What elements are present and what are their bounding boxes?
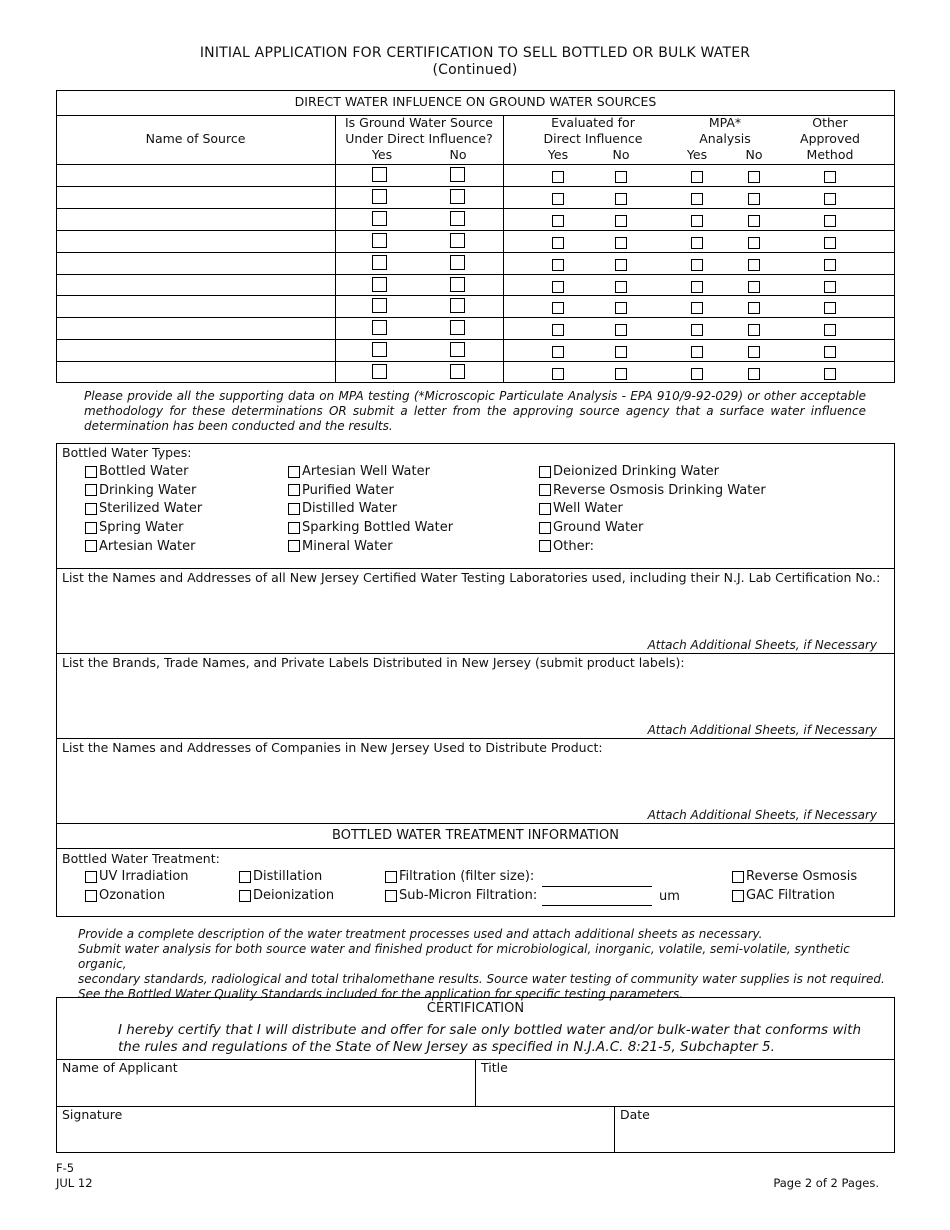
distributors-label: List the Names and Addresses of Companies in New Jersey Used to Distribute Product: (62, 740, 603, 755)
checkbox[interactable] (85, 540, 97, 552)
brands-input-area[interactable] (58, 673, 893, 721)
checkbox[interactable] (539, 522, 551, 534)
water-type-option[interactable] (288, 501, 397, 516)
source-name-field[interactable] (58, 276, 333, 294)
gw-direct-influence-no-checkbox[interactable] (450, 298, 465, 313)
mpa-yes-checkbox[interactable] (691, 215, 703, 227)
col-header-gw-2: Under Direct Influence? (345, 131, 493, 146)
mpa-yes-checkbox[interactable] (691, 346, 703, 358)
gw-direct-influence-yes-checkbox[interactable] (372, 211, 387, 226)
certification-statement: I hereby certify that I will distribute and offer for sale only bottled water and/or bulk-water that conforms with the rules and regulations of the State of New Jersey as specified in N.J.A.C. 8:21-5, Subchapter 5. (118, 1022, 861, 1055)
gw-direct-influence-yes-checkbox[interactable] (372, 233, 387, 248)
col-header-other-2: Approved (800, 131, 860, 146)
col-header-gw-1: Is Ground Water Source (345, 115, 493, 130)
evaluated-no-checkbox[interactable] (615, 215, 627, 227)
distributors-input-area[interactable] (58, 758, 893, 806)
treatment-note: Provide a complete description of the water treatment processes used and attach additional sheets as necessary. Submit water analysis for both source water and finished product for microbiological, inorganic, volatile, semi-volatile, synthetic organic, secondary standards, radiological and total trihalomethane results. Source water testing of community water supplies is not required. See the Bottled Water Quality Standards included for the application for specific testing parameters. (78, 927, 885, 1001)
mpa-yes-checkbox[interactable] (691, 368, 703, 380)
checkbox[interactable] (385, 890, 397, 902)
other-method-checkbox[interactable] (824, 171, 836, 183)
col-header-mpa-yes: Yes (686, 147, 708, 162)
gw-direct-influence-no-checkbox[interactable] (450, 320, 465, 335)
checkbox[interactable] (539, 484, 551, 496)
col-header-eval-no: No (612, 147, 630, 162)
water-type-label: Distilled Water (302, 501, 398, 517)
mpa-note: Please provide all the supporting data on MPA testing (*Microscopic Particulate Analysis - EPA 910/9-92-029) or other acceptable methodology for these determinations OR submit a letter from the approving source agency that a surface water influence determination has been conducted and the results. (84, 389, 866, 433)
option-reverse-osmosis[interactable]: Reverse Osmosis (732, 869, 857, 884)
mpa-no-checkbox[interactable] (748, 171, 760, 183)
gw-direct-influence-yes-checkbox[interactable] (372, 189, 387, 204)
signature-label: Signature (62, 1107, 123, 1122)
water-type-option[interactable] (85, 464, 189, 479)
option-uv-irradiation[interactable]: UV Irradiation (85, 869, 189, 884)
page-subtitle: (Continued) (432, 62, 518, 78)
checkbox[interactable] (85, 890, 97, 902)
evaluated-yes-checkbox[interactable] (552, 281, 564, 293)
gw-direct-influence-no-checkbox[interactable] (450, 255, 465, 270)
evaluated-no-checkbox[interactable] (615, 302, 627, 314)
other-method-checkbox[interactable] (824, 368, 836, 380)
other-method-checkbox[interactable] (824, 346, 836, 358)
water-types-label: Bottled Water Types: (62, 445, 192, 460)
water-type-option[interactable] (288, 464, 430, 479)
option-deionization[interactable]: Deionization (239, 888, 334, 903)
checkbox[interactable] (85, 466, 97, 478)
checkbox[interactable] (288, 522, 300, 534)
evaluated-no-checkbox[interactable] (615, 193, 627, 205)
evaluated-no-checkbox[interactable] (615, 346, 627, 358)
date-label: Date (620, 1107, 650, 1122)
checkbox[interactable] (732, 890, 744, 902)
option-ozonation[interactable]: Ozonation (85, 888, 165, 903)
source-name-field[interactable] (58, 188, 333, 206)
checkbox[interactable] (239, 871, 251, 883)
checkbox[interactable] (539, 540, 551, 552)
water-type-label: Deionized Drinking Water (553, 464, 720, 479)
source-name-field[interactable] (58, 363, 333, 381)
mpa-yes-checkbox[interactable] (691, 281, 703, 293)
mpa-no-checkbox[interactable] (748, 324, 760, 336)
checkbox[interactable] (288, 466, 300, 478)
option-gac-filtration[interactable]: GAC Filtration (732, 888, 835, 903)
gw-direct-influence-no-checkbox[interactable] (450, 189, 465, 204)
title-field[interactable] (478, 1078, 893, 1104)
water-type-option[interactable] (539, 501, 623, 516)
col-header-mpa-1: MPA* (708, 115, 742, 130)
option-distillation[interactable]: Distillation (239, 869, 322, 884)
other-method-checkbox[interactable] (824, 302, 836, 314)
water-type-option[interactable] (85, 483, 196, 498)
water-type-option[interactable] (288, 483, 394, 498)
page-title: INITIAL APPLICATION FOR CERTIFICATION TO SELL BOTTLED OR BULK WATER (199, 45, 751, 61)
gw-direct-influence-yes-checkbox[interactable] (372, 298, 387, 313)
other-method-checkbox[interactable] (824, 237, 836, 249)
col-header-other-3: Method (806, 147, 854, 162)
evaluated-no-checkbox[interactable] (615, 171, 627, 183)
checkbox[interactable] (288, 503, 300, 515)
evaluated-yes-checkbox[interactable] (552, 237, 564, 249)
col-header-eval-yes: Yes (547, 147, 569, 162)
mpa-no-checkbox[interactable] (748, 368, 760, 380)
other-method-checkbox[interactable] (824, 281, 836, 293)
treatment-title: BOTTLED WATER TREATMENT INFORMATION (332, 828, 619, 843)
title-label: Title (481, 1060, 508, 1075)
water-type-label: Sterilized Water (99, 501, 203, 517)
water-type-label: Artesian Water (99, 538, 196, 554)
col-header-eval-2: Direct Influence (543, 131, 643, 146)
col-header-gw-no: No (449, 147, 467, 162)
gw-direct-influence-yes-checkbox[interactable] (372, 342, 387, 357)
water-type-label: Spring Water (99, 520, 184, 536)
name-of-applicant-field[interactable] (58, 1078, 473, 1104)
evaluated-yes-checkbox[interactable] (552, 302, 564, 314)
water-type-option[interactable] (85, 520, 184, 535)
water-type-label: Purified Water (302, 482, 394, 498)
water-type-label: Sparking Bottled Water (302, 520, 454, 536)
gw-direct-influence-no-checkbox[interactable] (450, 233, 465, 248)
evaluated-no-checkbox[interactable] (615, 259, 627, 271)
form-date: JUL 12 (56, 1176, 93, 1190)
other-method-checkbox[interactable] (824, 259, 836, 271)
gw-direct-influence-yes-checkbox[interactable] (372, 277, 387, 292)
gw-direct-influence-no-checkbox[interactable] (450, 211, 465, 226)
col-header-gw-yes: Yes (371, 147, 393, 162)
checkbox[interactable] (385, 871, 397, 883)
evaluated-yes-checkbox[interactable] (552, 215, 564, 227)
evaluated-no-checkbox[interactable] (615, 281, 627, 293)
mpa-yes-checkbox[interactable] (691, 193, 703, 205)
gw-direct-influence-yes-checkbox[interactable] (372, 167, 387, 182)
page-number: Page 2 of 2 Pages. (773, 1176, 879, 1190)
source-name-field[interactable] (58, 166, 333, 184)
labs-note: Attach Additional Sheets, if Necessary (647, 638, 877, 652)
mpa-yes-checkbox[interactable] (691, 302, 703, 314)
water-type-label: Reverse Osmosis Drinking Water (553, 482, 766, 498)
checkbox[interactable] (539, 503, 551, 515)
labs-label: List the Names and Addresses of all New Jersey Certified Water Testing Laboratories used, including their N.J. Lab Certification No.: (62, 570, 881, 585)
water-type-label: Artesian Well Water (302, 464, 430, 479)
gw-direct-influence-yes-checkbox[interactable] (372, 320, 387, 335)
source-name-field[interactable] (58, 210, 333, 228)
gw-direct-influence-no-checkbox[interactable] (450, 167, 465, 182)
mpa-yes-checkbox[interactable] (691, 237, 703, 249)
other-method-checkbox[interactable] (824, 324, 836, 336)
checkbox[interactable] (539, 466, 551, 478)
col-header-other-1: Other (812, 115, 848, 130)
checkbox[interactable] (85, 871, 97, 883)
col-header-source: Name of Source (145, 131, 246, 146)
source-name-field[interactable] (58, 254, 333, 272)
mpa-yes-checkbox[interactable] (691, 171, 703, 183)
signature-field[interactable] (58, 1125, 612, 1151)
mpa-no-checkbox[interactable] (748, 193, 760, 205)
water-type-option[interactable] (288, 539, 393, 554)
brands-note: Attach Additional Sheets, if Necessary (647, 723, 877, 737)
dwi-table-title: DIRECT WATER INFLUENCE ON GROUND WATER SOURCES (294, 94, 657, 109)
water-type-label: Well Water (553, 501, 623, 517)
source-name-field[interactable] (58, 232, 333, 250)
water-type-label: Ground Water (553, 520, 644, 536)
mpa-no-checkbox[interactable] (748, 259, 760, 271)
name-of-applicant-label: Name of Applicant (62, 1060, 178, 1075)
gw-direct-influence-no-checkbox[interactable] (450, 364, 465, 379)
col-header-eval-1: Evaluated for (551, 115, 635, 130)
checkbox[interactable] (85, 522, 97, 534)
water-type-option[interactable] (539, 464, 719, 479)
checkbox[interactable] (288, 484, 300, 496)
checkbox[interactable] (85, 484, 97, 496)
other-method-checkbox[interactable] (824, 193, 836, 205)
col-header-mpa-2: Analysis (699, 131, 751, 146)
distributors-note: Attach Additional Sheets, if Necessary (647, 808, 877, 822)
water-type-option[interactable] (85, 539, 195, 554)
checkbox[interactable] (732, 871, 744, 883)
source-name-field[interactable] (58, 341, 333, 359)
evaluated-yes-checkbox[interactable] (552, 259, 564, 271)
mpa-no-checkbox[interactable] (748, 346, 760, 358)
evaluated-no-checkbox[interactable] (615, 237, 627, 249)
filter-size-field[interactable] (542, 886, 652, 887)
water-type-label: Bottled Water (99, 464, 189, 479)
mpa-no-checkbox[interactable] (748, 215, 760, 227)
treatment-label: Bottled Water Treatment: (62, 851, 220, 866)
labs-input-area[interactable] (58, 588, 893, 636)
other-method-checkbox[interactable] (824, 215, 836, 227)
form-id: F-5 (56, 1161, 75, 1175)
water-type-option[interactable] (288, 520, 453, 535)
option-filtration[interactable]: Filtration (filter size): (385, 869, 534, 884)
evaluated-yes-checkbox[interactable] (552, 346, 564, 358)
evaluated-yes-checkbox[interactable] (552, 368, 564, 380)
brands-label: List the Brands, Trade Names, and Private Labels Distributed in New Jersey (submit product labels): (62, 655, 685, 670)
checkbox[interactable] (239, 890, 251, 902)
unit-um: um (659, 889, 680, 904)
evaluated-yes-checkbox[interactable] (552, 324, 564, 336)
evaluated-yes-checkbox[interactable] (552, 171, 564, 183)
water-type-option[interactable] (539, 539, 594, 554)
water-type-label: Drinking Water (99, 482, 197, 498)
date-field[interactable] (617, 1125, 893, 1151)
source-name-field[interactable] (58, 319, 333, 337)
water-type-label: Mineral Water (302, 538, 393, 554)
mpa-no-checkbox[interactable] (748, 281, 760, 293)
mpa-yes-checkbox[interactable] (691, 324, 703, 336)
evaluated-no-checkbox[interactable] (615, 368, 627, 380)
mpa-yes-checkbox[interactable] (691, 259, 703, 271)
evaluated-no-checkbox[interactable] (615, 324, 627, 336)
checkbox[interactable] (85, 503, 97, 515)
mpa-no-checkbox[interactable] (748, 237, 760, 249)
submicron-size-field[interactable] (542, 905, 652, 906)
certification-title: CERTIFICATION (426, 1001, 525, 1016)
gw-direct-influence-no-checkbox[interactable] (450, 277, 465, 292)
water-type-label: Other: (553, 538, 595, 554)
gw-direct-influence-no-checkbox[interactable] (450, 342, 465, 357)
water-type-option[interactable] (539, 483, 766, 498)
gw-direct-influence-yes-checkbox[interactable] (372, 364, 387, 379)
mpa-no-checkbox[interactable] (748, 302, 760, 314)
water-type-option[interactable] (539, 520, 643, 535)
option-submicron-filtration[interactable]: Sub-Micron Filtration: (385, 888, 537, 903)
evaluated-yes-checkbox[interactable] (552, 193, 564, 205)
col-header-mpa-no: No (745, 147, 763, 162)
source-name-field[interactable] (58, 297, 333, 315)
gw-direct-influence-yes-checkbox[interactable] (372, 255, 387, 270)
checkbox[interactable] (288, 540, 300, 552)
water-type-option[interactable] (85, 501, 202, 516)
